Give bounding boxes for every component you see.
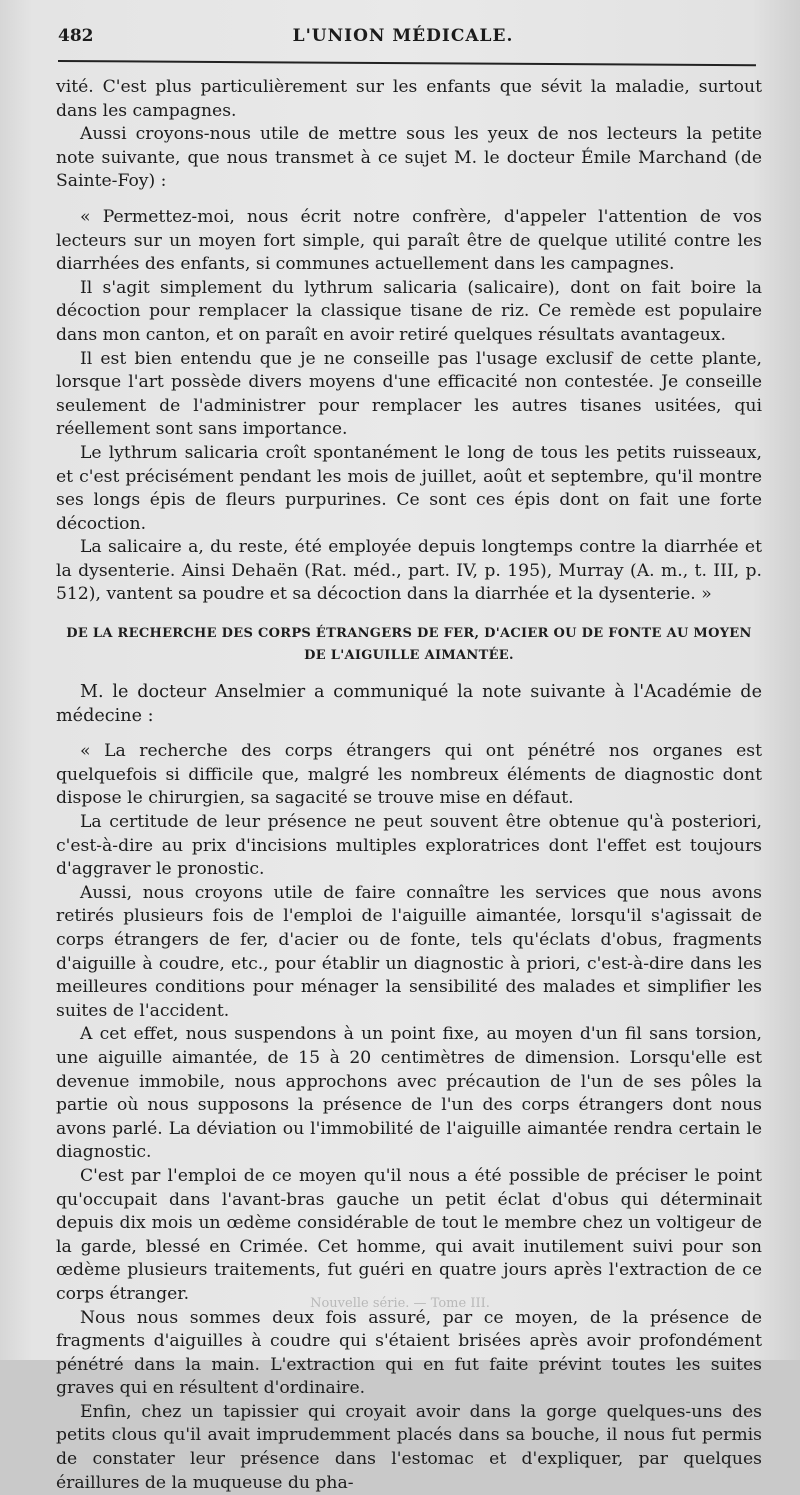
paragraph: Il s'agit simplement du lythrum salicaria (salicaire), dont on fait boire la décoction pour remplacer la classique tisane de riz. Ce remède est populaire dans mon canton, et on paraît en avoir retiré quelques résultats avantageux. bbox=[56, 277, 762, 345]
page-number: 482 bbox=[58, 26, 94, 46]
paragraph: Aussi, nous croyons utile de faire connaître les services que nous avons retirés plusieurs fois de l'emploi de l'aiguille aimantée, lorsqu'il s'agissait de corps étrangers de fer, d'acier ou de fonte, tels qu'éclats d'obus, fragments d'aiguille à coudre, etc., pour établir un diagnostic à priori, c'est-à-dire dans les meilleures conditions pour ménager la sensibilité des malades et simplifier les suites de l'accident. bbox=[56, 882, 762, 1021]
paragraph: La certitude de leur présence ne peut souvent être obtenue qu'à posteriori, c'est-à-dire au prix d'incisions multiples exploratrices dont l'effet est toujours d'aggraver le pronostic. bbox=[56, 812, 762, 880]
paragraph: Le lythrum salicaria croît spontanément le long de tous les petits ruisseaux, et c'est précisément pendant les mois de juillet, août et septembre, qu'il montre ses longs épis de fleurs purpurines. Ce sont ces épis dont on fait une forte décoction. bbox=[56, 442, 762, 534]
intro-paragraph: M. le docteur Anselmier a communiqué la note suivante à l'Académie de médecine : bbox=[56, 682, 762, 726]
paragraph: La salicaire a, du reste, été employée depuis longtemps contre la diarrhée et la dysenterie. Ainsi Dehaën (Rat. méd., part. IV, p. 195), Murray (A. m., t. III, p. 512), vantent sa poudre et sa décoction dans la diarrhée et la dysenterie. » bbox=[56, 537, 762, 605]
paragraph-continuation: vité. C'est plus particulièrement sur les enfants que sévit la maladie, surtout dans les campagnes. bbox=[56, 77, 762, 121]
faded-footer-text: Nouvelle série. — Tome III. bbox=[310, 1296, 490, 1311]
paragraph: Aussi croyons-nous utile de mettre sous les yeux de nos lecteurs la petite note suivante, que nous transmet à ce sujet M. le docteur Émile Marchand (de Sainte-Foy) : bbox=[56, 124, 762, 192]
quoted-letter-paragraph: « Permettez-moi, nous écrit notre confrère, d'appeler l'attention de vos lecteurs sur un moyen fort simple, qui paraît être de quelque utilité contre les diarrhées des enfants, si communes actuellement dans les campagnes. bbox=[56, 206, 762, 275]
paragraph: Nous nous sommes deux fois assuré, par ce moyen, de la présence de fragments d'aiguilles à coudre qui s'étaient brisées après avoir profondément pénétré dans la main. L'extraction qui en fut faite prévint toutes les suites graves qui en résultent d'ordinaire. bbox=[56, 1307, 762, 1399]
paragraph: Enfin, chez un tapissier qui croyait avoir dans la gorge quelques-uns des petits clous qu'il avait imprudemment placés dans sa bouche, il nous fut permis de constater leur présence dans l'estomac et d'expliquer, par quelques éraillures de la muqueuse du pha- bbox=[56, 1401, 762, 1493]
section-heading bbox=[56, 623, 762, 667]
header-rule bbox=[58, 60, 756, 66]
paragraph: C'est par l'emploi de ce moyen qu'il nous a été possible de préciser le point qu'occupait dans l'avant-bras gauche un petit éclat d'obus qui déterminait depuis dix mois un œdème considérable de tout le membre chez un voltigeur de la garde, blessé en Crimée. Cet homme, qui avait inutilement suivi pour son œdème plusieurs traitements, fut guéri en quatre jours après l'extraction de ce corps étranger. bbox=[56, 1165, 762, 1304]
paragraph: « La recherche des corps étrangers qui ont pénétré nos organes est quelquefois si difficile que, malgré les nombreux éléments de diagnostic dont dispose le chirurgien, sa sagacité se trouve mise en défaut. bbox=[56, 741, 762, 809]
page-header bbox=[58, 26, 748, 52]
section-heading-line1: DE LA RECHERCHE DES CORPS ÉTRANGERS DE FER, D'ACIER OU DE FONTE AU MOYEN bbox=[66, 626, 752, 642]
running-head: L'UNION MÉDICALE. bbox=[292, 26, 514, 46]
section-heading-line2: DE L'AIGUILLE AIMANTÉE. bbox=[304, 648, 514, 664]
paragraph: A cet effet, nous suspendons à un point fixe, au moyen d'un fil sans torsion, une aiguille aimantée, de 15 à 20 centimètres de dimension. Lorsqu'elle est devenue immobile, nous approchons avec précaution de l'un de ses pôles la partie où nous supposons la présence de l'un des corps étrangers dont nous avons parlé. La déviation ou l'immobilité de l'aiguille aimantée rendra certain le diagnostic. bbox=[56, 1024, 762, 1163]
paragraph: Il est bien entendu que je ne conseille pas l'usage exclusif de cette plante, lorsque l'art possède divers moyens d'une efficacité non contestée. Je conseille seulement de l'administrer pour remplacer les autres tisanes usitées, qui réellement sont sans importance. bbox=[56, 348, 762, 440]
article-body bbox=[56, 76, 762, 1495]
